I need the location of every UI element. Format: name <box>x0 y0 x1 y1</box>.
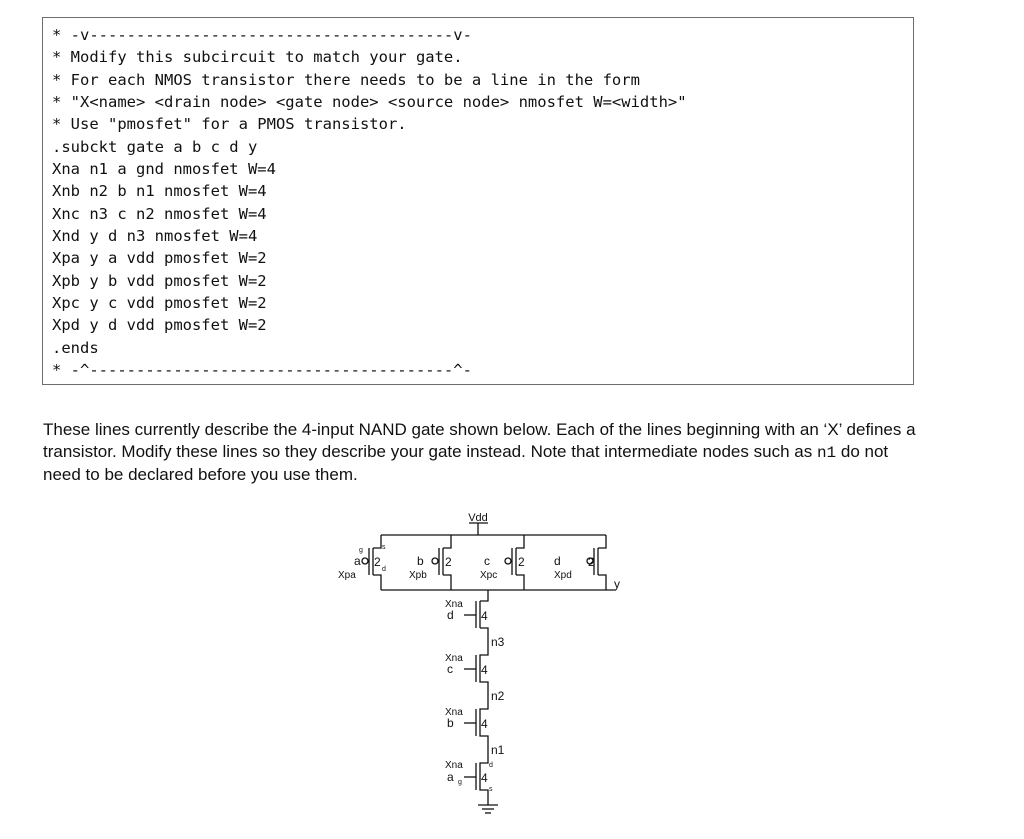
xpa-drain-pin: d <box>382 566 386 573</box>
code-line: Xpb y b vdd pmosfet W=2 <box>52 271 267 290</box>
code-line: .ends <box>52 338 99 357</box>
code-line: * Modify this subcircuit to match your gate. <box>52 48 463 67</box>
nand-gate-schematic <box>330 505 630 825</box>
output-label-y: y <box>614 577 620 591</box>
xpa-gate-pin: g <box>359 547 363 554</box>
code-line: Xpa y a vdd pmosfet W=2 <box>52 249 267 268</box>
code-line: * -v---------------------------------------v- <box>52 26 472 44</box>
xpc-width: 2 <box>518 555 525 569</box>
code-line: * Use "pmosfet" for a PMOS transistor. <box>52 115 407 134</box>
node-label: n2 <box>491 689 505 703</box>
xpd-gate-label: d <box>554 554 561 568</box>
nmos-1-name: Xna <box>445 599 463 610</box>
code-line: Xnb n2 b n1 nmosfet W=4 <box>52 182 267 201</box>
nmos-2-width: 4 <box>481 663 488 677</box>
nmos-4-drain-pin: d <box>489 762 493 769</box>
code-listing <box>52 24 687 382</box>
xpd-width: 2 <box>588 555 595 569</box>
description-text-end: do not need to be declared before you use them. <box>43 442 889 484</box>
code-line: .subckt gate a b c d y <box>52 137 258 156</box>
xpc-name: Xpc <box>480 570 498 581</box>
code-line: * For each NMOS transistor there needs to be a line in the form <box>52 70 640 89</box>
code-line: Xnc n3 c n2 nmosfet W=4 <box>52 204 267 223</box>
ground-symbol <box>478 805 498 813</box>
nmos-4-width: 4 <box>481 771 488 785</box>
code-line: * "X<name> <drain node> <gate node> <source node> nmosfet W=<width>" <box>52 93 687 112</box>
code-line: Xna n1 a gnd nmosfet W=4 <box>52 160 276 179</box>
nmos-2-name: Xna <box>445 653 463 664</box>
nmos-4-name: Xna <box>445 760 463 771</box>
code-line: * -^---------------------------------------^- <box>52 361 472 380</box>
xpa-gate-label: a <box>354 554 361 568</box>
nmos-1-gate: d <box>447 608 454 622</box>
xpb-gate-label: b <box>417 554 424 568</box>
node-name-code: n1 <box>816 444 837 462</box>
code-listing-box <box>42 17 914 385</box>
node-label: n1 <box>491 743 505 757</box>
nmos-1-width: 4 <box>481 609 488 623</box>
node-label: n3 <box>491 635 505 649</box>
xpb-width: 2 <box>445 555 452 569</box>
xpb-name: Xpb <box>409 570 427 581</box>
nmos-4-source-pin: s <box>489 786 493 793</box>
nmos-4-gate-pin: g <box>458 779 462 786</box>
code-line: Xnd y d n3 nmosfet W=4 <box>52 227 258 246</box>
xpa-width: 2 <box>374 555 381 569</box>
description-paragraph <box>43 419 928 486</box>
xpa-name: Xpa <box>338 570 356 581</box>
vdd-label: Vdd <box>468 512 488 524</box>
nmos-3-name: Xna <box>445 707 463 718</box>
nmos-3-width: 4 <box>481 717 488 731</box>
description-text: These lines currently describe the 4-input NAND gate shown below. Each of the lines beginning with an ‘X’ defines a transistor. Modify these lines so they describe your gate instead. Note that intermediate nodes such as <box>43 420 916 461</box>
xpc-gate-label: c <box>484 554 490 568</box>
xpd-name: Xpd <box>554 570 572 581</box>
code-line: Xpc y c vdd pmosfet W=2 <box>52 294 267 313</box>
nmos-4-gate: a <box>447 770 454 784</box>
nmos-3-gate: b <box>447 716 454 730</box>
code-line: Xpd y d vdd pmosfet W=2 <box>52 316 267 335</box>
xpa-source-pin: s <box>382 544 386 551</box>
nmos-2-gate: c <box>447 662 453 676</box>
